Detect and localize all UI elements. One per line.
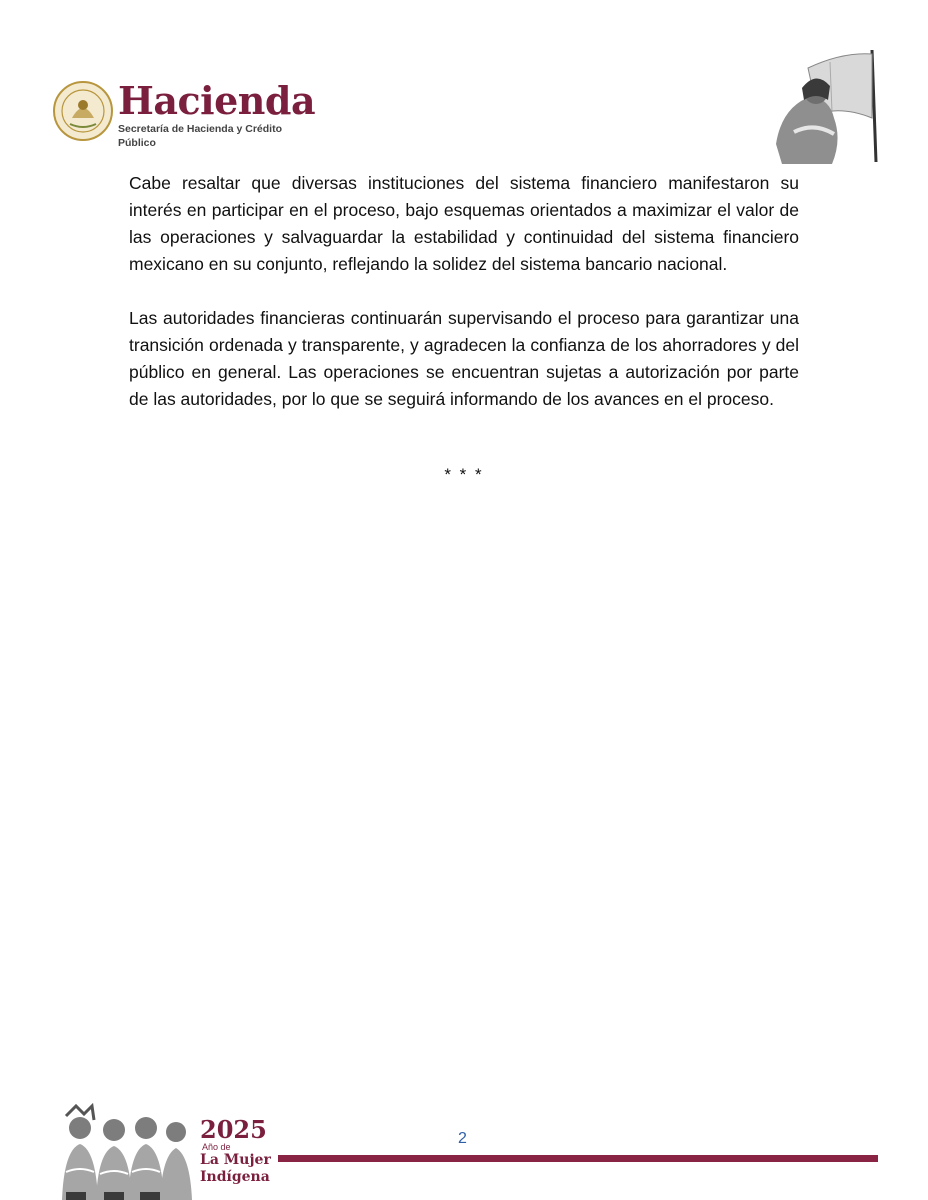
heroine-flag-illustration xyxy=(772,48,884,164)
year-number: 2025 xyxy=(200,1115,267,1144)
section-separator: * * * xyxy=(444,465,484,484)
brand-name: Hacienda xyxy=(118,78,316,123)
year-of-label: Año de xyxy=(202,1142,231,1152)
year-theme-line-1: La Mujer xyxy=(200,1152,271,1168)
indigenous-women-illustration xyxy=(56,1100,196,1200)
brand-subtitle: Secretaría de Hacienda y Crédito Público xyxy=(118,123,282,149)
document-body xyxy=(129,170,799,440)
national-seal-icon xyxy=(52,80,114,142)
year-emblem xyxy=(200,1115,280,1186)
hacienda-logo xyxy=(52,76,322,149)
footer-divider-bar xyxy=(278,1155,878,1162)
paragraph-1: Cabe resaltar que diversas instituciones del sistema financiero manifestaron su interés en participar en el proceso, bajo esquemas orientados a maximizar el valor de las operaciones y salvaguardar la estabilidad y continuidad del sistema financiero mexicano en su conjunto, reflejando la solidez del sistema bancario nacional. xyxy=(129,173,799,274)
year-theme-line-2: Indígena xyxy=(200,1169,270,1185)
page-number: 2 xyxy=(458,1130,467,1147)
paragraph-2: Las autoridades financieras continuarán supervisando el proceso para garantizar una transición ordenada y transparente, y agradecen la confianza de los ahorradores y del público en general. Las operaciones se encuentran sujetas a autorización por parte de las autoridades, por lo que se seguirá informando de los avances en el proceso. xyxy=(129,308,799,409)
